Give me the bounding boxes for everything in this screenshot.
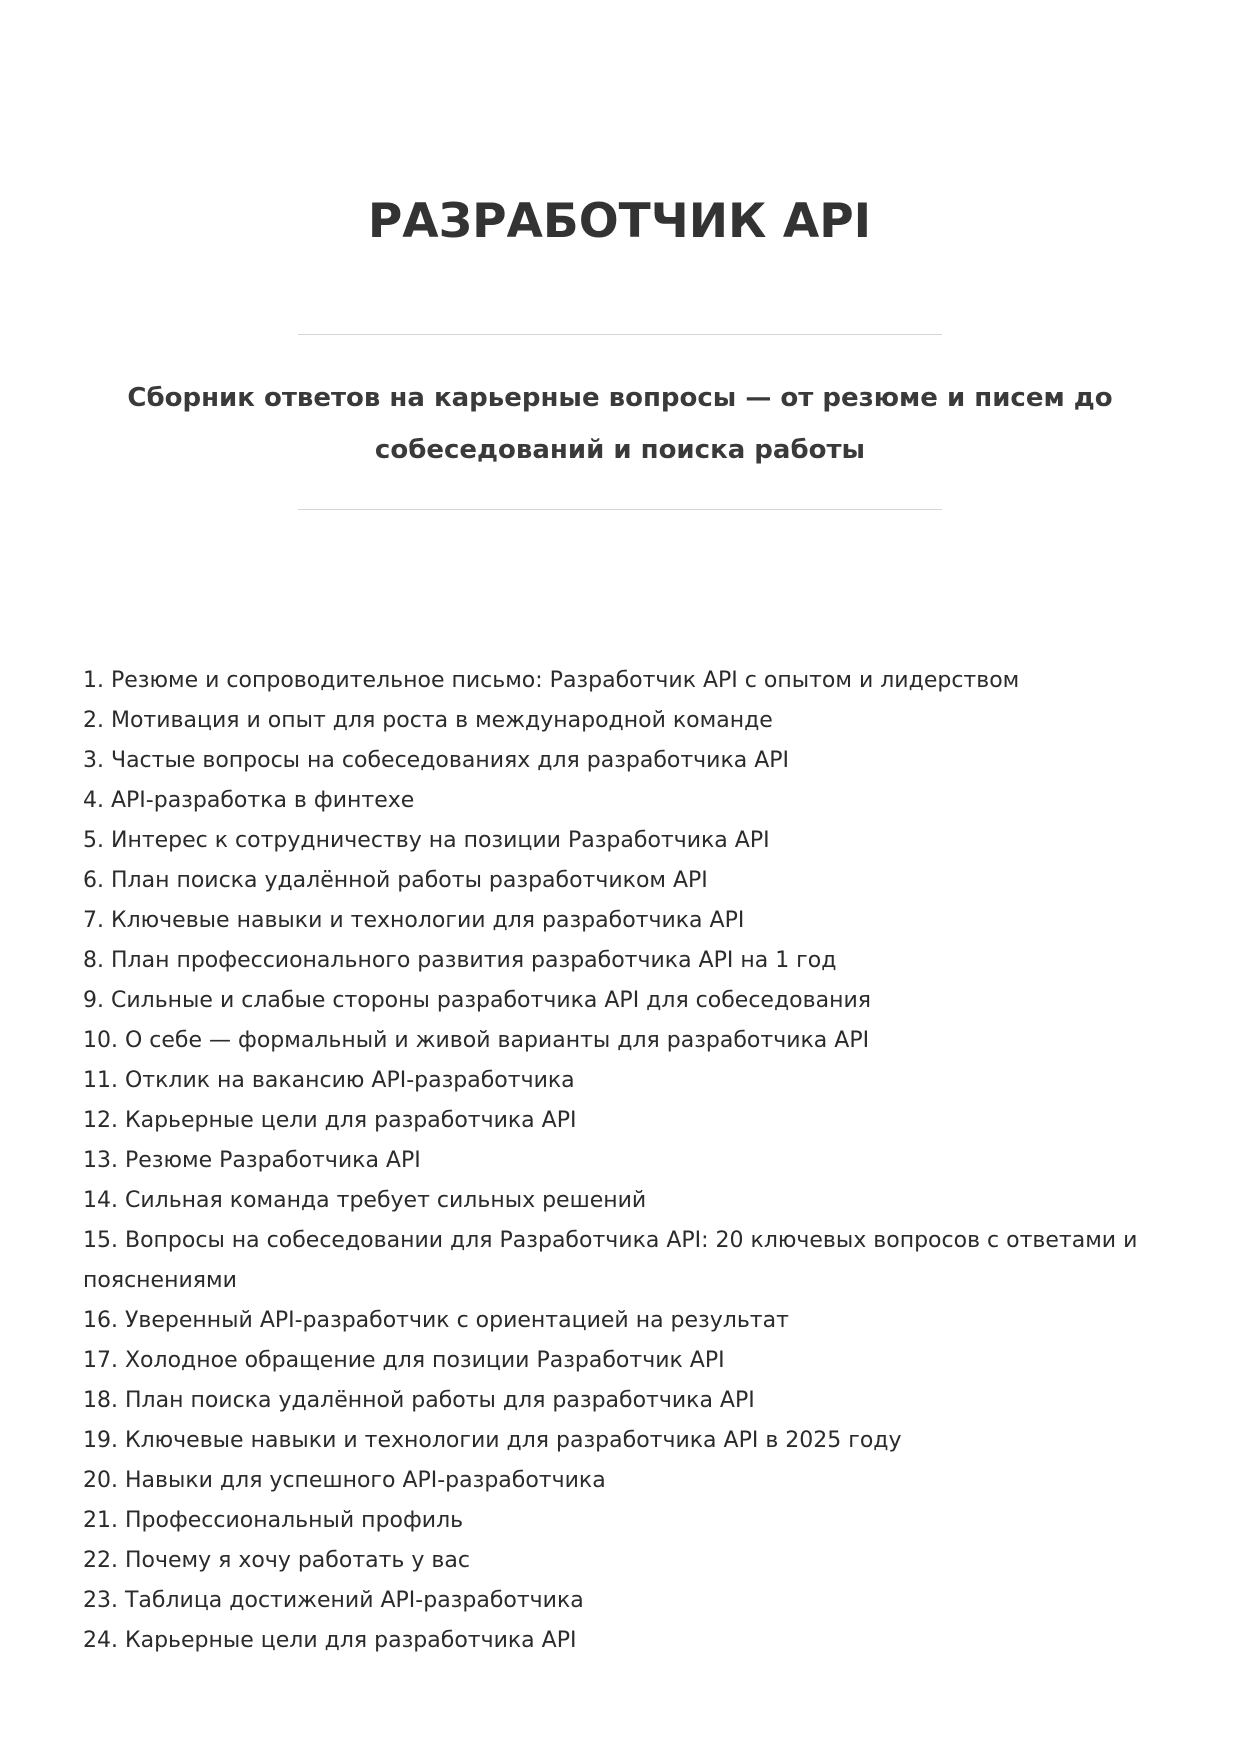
toc-item[interactable]: 10. О себе — формальный и живой варианты для разработчика API: [83, 1028, 870, 1053]
toc-item[interactable]: 2. Мотивация и опыт для роста в международной команде: [83, 708, 773, 733]
document-title: РАЗРАБОТЧИК API: [367, 194, 872, 249]
toc-item[interactable]: 6. План поиска удалённой работы разработчиком API: [83, 868, 708, 893]
toc-item[interactable]: 15. Вопросы на собеседовании для Разработчика API: 20 ключевых вопросов с ответами и пояснениями: [83, 1228, 1138, 1293]
toc-item[interactable]: 9. Сильные и слабые стороны разработчика API для собеседования: [83, 988, 872, 1013]
toc-item[interactable]: 23. Таблица достижений API-разработчика: [83, 1588, 584, 1613]
toc-item[interactable]: 11. Отклик на вакансию API-разработчика: [83, 1068, 575, 1093]
toc-item[interactable]: 12. Карьерные цели для разработчика API: [83, 1108, 577, 1133]
toc-item[interactable]: 13. Резюме Разработчика API: [83, 1148, 421, 1173]
toc-item[interactable]: 5. Интерес к сотрудничеству на позиции Разработчика API: [83, 828, 770, 853]
toc-item[interactable]: 20. Навыки для успешного API-разработчика: [83, 1468, 606, 1493]
toc-item[interactable]: 8. План профессионального развития разработчика API на 1 год: [83, 948, 837, 973]
toc-item[interactable]: 4. API-разработка в финтехе: [83, 788, 415, 813]
toc-item[interactable]: 19. Ключевые навыки и технологии для разработчика API в 2025 году: [83, 1428, 902, 1453]
toc-item[interactable]: 1. Резюме и сопроводительное письмо: Разработчик API с опытом и лидерством: [83, 668, 1020, 693]
toc-item[interactable]: 14. Сильная команда требует сильных решений: [83, 1188, 647, 1213]
toc-item[interactable]: 22. Почему я хочу работать у вас: [83, 1548, 470, 1573]
toc-item[interactable]: 24. Карьерные цели для разработчика API: [83, 1628, 577, 1653]
toc-item[interactable]: 21. Профессиональный профиль: [83, 1508, 464, 1533]
divider-bottom: [298, 509, 942, 510]
toc-item[interactable]: 3. Частые вопросы на собеседованиях для разработчика API: [83, 748, 790, 773]
toc-item[interactable]: 16. Уверенный API-разработчик с ориентацией на результат: [83, 1308, 789, 1333]
document-subtitle: Сборник ответов на карьерные вопросы — от резюме и писем до собеседований и поиска работы: [127, 383, 1113, 465]
table-of-contents: [83, 661, 1143, 1661]
divider-top: [298, 334, 942, 335]
toc-item[interactable]: 18. План поиска удалённой работы для разработчика API: [83, 1388, 755, 1413]
toc-item[interactable]: 17. Холодное обращение для позиции Разработчик API: [83, 1348, 725, 1373]
toc-item[interactable]: 7. Ключевые навыки и технологии для разработчика API: [83, 908, 745, 933]
